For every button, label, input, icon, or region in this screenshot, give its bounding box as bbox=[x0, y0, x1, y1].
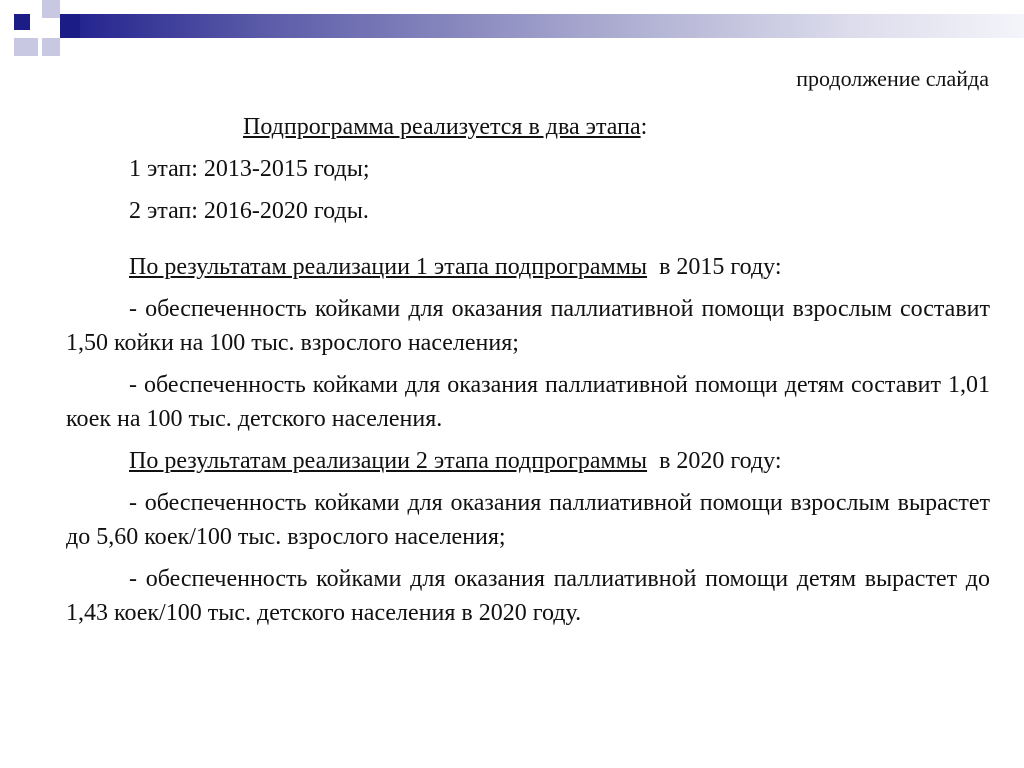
results-heading-2 bbox=[66, 444, 990, 478]
result-2-item-adults: - обеспеченность койками для оказания паллиативной помощи взрослым вырастет до 5,60 коек/100 тыс. взрослого населения; bbox=[66, 490, 990, 550]
result-1-item-children: - обеспеченность койками для оказания паллиативной помощи детям составит 1,01 коек на 100 тыс. детского населения. bbox=[66, 372, 990, 432]
intro-heading-tail: : bbox=[640, 114, 648, 140]
stage-2: 2 этап: 2016-2020 годы. bbox=[129, 198, 369, 224]
result-1-item-adults: - обеспеченность койками для оказания паллиативной помощи взрослым составит 1,50 койки на 100 тыс. взрослого населения; bbox=[66, 296, 990, 356]
results-heading-2-underlined: По результатам реализации 2 этапа подпрограммы bbox=[129, 448, 648, 474]
deco-square-dark bbox=[60, 14, 80, 38]
intro-heading-underlined: Подпрограмма реализуется в два этапа bbox=[243, 114, 641, 140]
intro-heading bbox=[66, 110, 990, 144]
results-heading-1-underlined: По результатам реализации 1 этапа подпрограммы bbox=[129, 254, 648, 280]
result-2-item-children: - обеспеченность койками для оказания паллиативной помощи детям вырастет до 1,43 коек/100 тыс. детского населения в 2020 году. bbox=[66, 566, 990, 626]
results-heading-2-tail: в 2020 году: bbox=[647, 448, 782, 474]
deco-square-dark bbox=[14, 14, 30, 30]
deco-square-light bbox=[42, 38, 60, 56]
stage-1: 1 этап: 2013-2015 годы; bbox=[129, 156, 370, 182]
results-heading-1 bbox=[66, 250, 990, 284]
slide-content bbox=[66, 110, 990, 630]
deco-square-light bbox=[42, 0, 60, 18]
slide-subtitle: продолжение слайда bbox=[796, 66, 989, 91]
deco-square-light bbox=[14, 38, 38, 56]
header-decoration-band bbox=[0, 14, 1024, 38]
results-heading-1-tail: в 2015 году: bbox=[647, 254, 782, 280]
